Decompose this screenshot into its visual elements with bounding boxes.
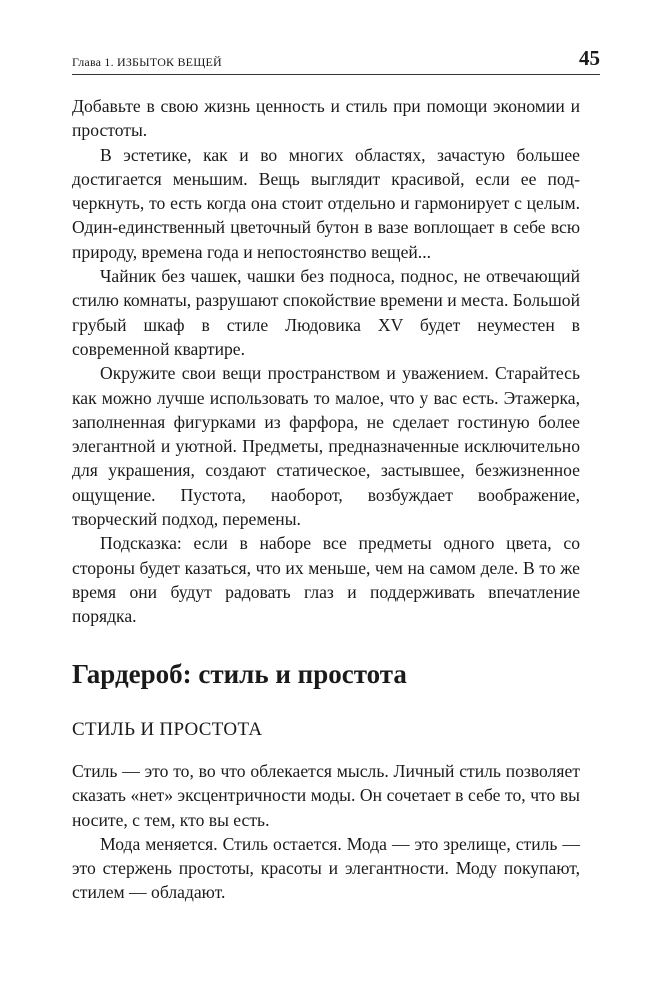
subsection-heading: СТИЛЬ И ПРОСТОТА	[72, 719, 263, 740]
page-number: 45	[579, 46, 600, 70]
section-heading: Гардероб: стиль и простота	[72, 659, 407, 689]
paragraph: Стиль — это то, во что облекается мысль. Личный стиль позволяет сказать «нет» эксцентричности моды. Он сочетает в себе то, что вы носите, с тем, кто вы есть.	[72, 761, 580, 830]
body-text	[72, 94, 580, 629]
chapter-title: Глава 1. ИЗБЫТОК ВЕЩЕЙ	[72, 55, 222, 69]
paragraph: Подсказка: если в наборе все предметы одного цвета, со стороны будет казаться, что их меньше, чем на самом деле. В то же время они будут радовать глаз и поддерживать впечатление порядка.	[72, 533, 580, 627]
running-header	[72, 46, 600, 75]
section-text	[72, 759, 580, 905]
paragraph: Чайник без чашек, чашки без подноса, поднос, не отвечающий стилю комнаты, разрушают спокойствие времени и места. Большой грубый шкаф в стиле Людовика XV будет неуместен в современной квартире.	[72, 266, 580, 359]
paragraph: Окружите свои вещи пространством и уважением. Старайтесь как можно лучше использовать то малое, что у вас есть. Этажерка, заполненная фигурками из фарфора, не сделает гостиную более элегантной и уютной. Предметы, предназначенные исключительно для украшения, создают статическое, застывшее, безжизненное ощущение. Пустота, наоборот, возбуждает воображение, творческий подход, перемены.	[72, 363, 580, 530]
paragraph: Добавьте в свою жизнь ценность и стиль при помощи экономии и простоты.	[72, 96, 580, 141]
paragraph: В эстетике, как и во многих областях, зачастую большее достигается меньшим. Вещь выглядит красивой, если ее подчеркнуть, то есть когда она стоит отдельно и гармонирует с целым. Один-единственный цветочный бутон в вазе воплощает в себе всю природу, времена года и непостоянство вещей...	[72, 144, 580, 262]
paragraph: Мода меняется. Стиль остается. Мода — это зрелище, стиль — это стержень простоты, красоты и элегантности. Моду покупают, стилем — обладают.	[72, 833, 580, 903]
